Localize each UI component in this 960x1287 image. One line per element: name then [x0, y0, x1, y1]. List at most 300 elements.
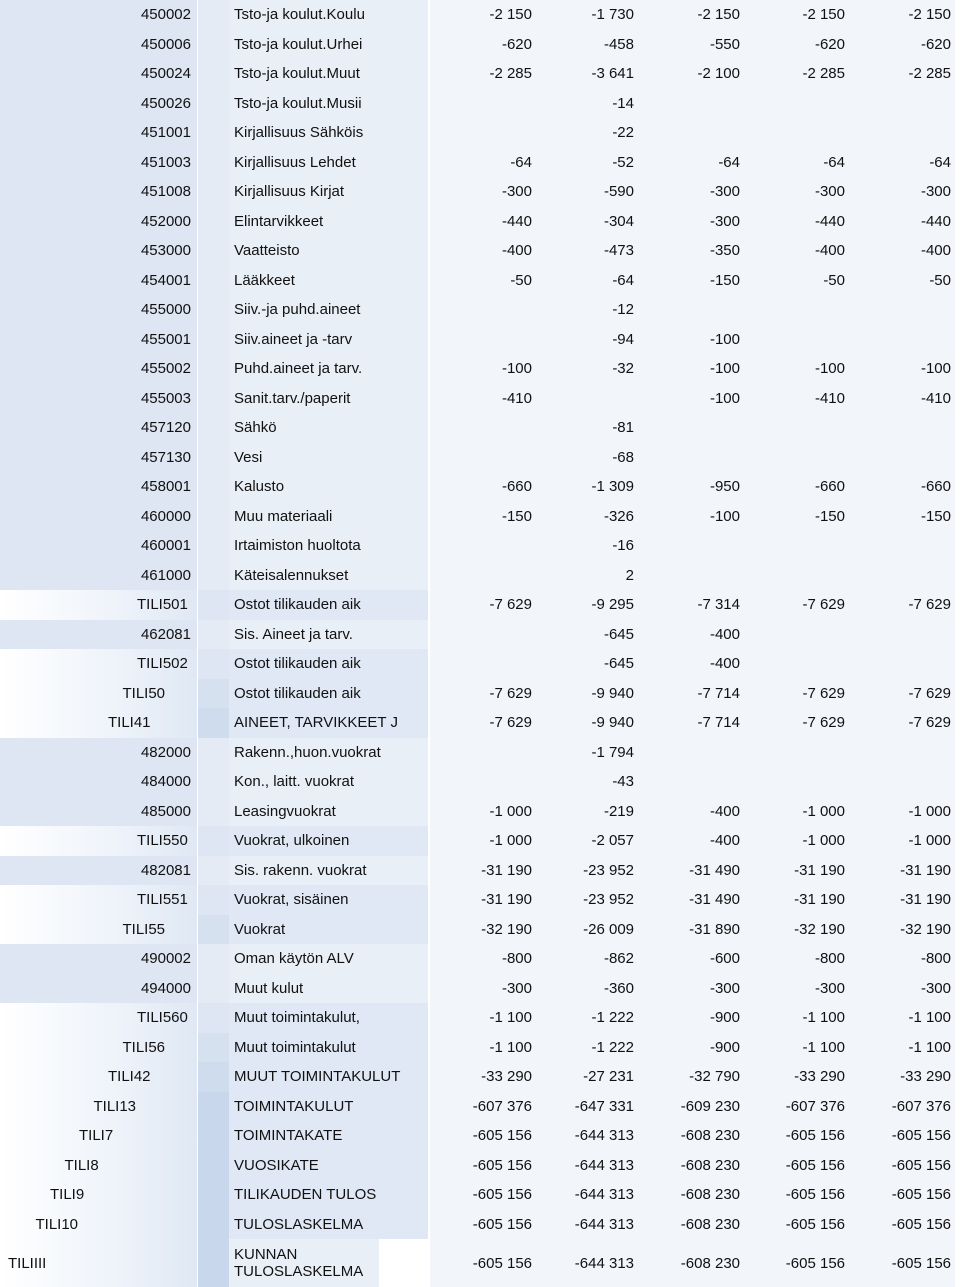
value-col-3: -608 230 — [638, 1210, 744, 1240]
table-row — [0, 384, 960, 414]
value-col-2: -22 — [536, 118, 638, 148]
value-col-3: -31 490 — [638, 856, 744, 886]
row-gutter — [198, 177, 229, 207]
table-row — [0, 413, 960, 443]
value-col-4: -440 — [744, 207, 849, 237]
account-name: TILIKAUDEN TULOS — [229, 1180, 428, 1210]
account-code: 455000 — [0, 295, 198, 325]
value-col-2: -1 222 — [536, 1003, 638, 1033]
value-col-2: -644 313 — [536, 1121, 638, 1151]
table-row — [0, 1151, 960, 1181]
value-col-5 — [849, 620, 955, 650]
row-gutter — [198, 1210, 229, 1240]
value-col-1: -605 156 — [430, 1210, 536, 1240]
table-row — [0, 1210, 960, 1240]
table-row — [0, 236, 960, 266]
table-row — [0, 915, 960, 945]
account-name: Irtaimiston huoltota — [229, 531, 428, 561]
row-gutter — [198, 797, 229, 827]
table-row — [0, 59, 960, 89]
value-col-1 — [430, 89, 536, 119]
value-col-3 — [638, 413, 744, 443]
account-code: 457130 — [0, 443, 198, 473]
account-name: Kalusto — [229, 472, 428, 502]
value-col-1: -660 — [430, 472, 536, 502]
value-col-5: -7 629 — [849, 590, 955, 620]
account-name: Kon., laitt. vuokrat — [229, 767, 428, 797]
value-col-5: -605 156 — [849, 1239, 955, 1287]
account-code: 484000 — [0, 767, 198, 797]
value-col-1 — [430, 443, 536, 473]
table-row — [0, 974, 960, 1004]
value-col-3 — [638, 295, 744, 325]
account-name: Tsto-ja koulut.Musii — [229, 89, 428, 119]
table-row — [0, 1062, 960, 1092]
value-col-1: -1 000 — [430, 797, 536, 827]
value-col-2: -43 — [536, 767, 638, 797]
row-gutter — [198, 0, 229, 30]
value-col-5: -1 000 — [849, 797, 955, 827]
row-gutter — [198, 856, 229, 886]
value-col-2: -644 313 — [536, 1239, 638, 1287]
value-col-2: -9 940 — [536, 708, 638, 738]
value-col-5: -32 190 — [849, 915, 955, 945]
value-col-5 — [849, 89, 955, 119]
table-row — [0, 649, 960, 679]
value-col-5: -150 — [849, 502, 955, 532]
value-col-1: -64 — [430, 148, 536, 178]
value-col-4 — [744, 561, 849, 591]
value-col-4: -605 156 — [744, 1121, 849, 1151]
value-col-2: -644 313 — [536, 1151, 638, 1181]
table-row — [0, 590, 960, 620]
account-code: TILIIII — [0, 1239, 198, 1287]
table-row — [0, 30, 960, 60]
account-code: TILI8 — [0, 1151, 198, 1181]
account-name: Vaatteisto — [229, 236, 428, 266]
account-code: TILI41 — [0, 708, 198, 738]
value-col-5 — [849, 531, 955, 561]
value-col-4: -33 290 — [744, 1062, 849, 1092]
value-col-5: -100 — [849, 354, 955, 384]
value-col-5: -400 — [849, 236, 955, 266]
row-gutter — [198, 531, 229, 561]
account-code: 457120 — [0, 413, 198, 443]
value-col-1: -50 — [430, 266, 536, 296]
value-col-1: -605 156 — [430, 1121, 536, 1151]
value-col-5 — [849, 443, 955, 473]
value-col-3: -609 230 — [638, 1092, 744, 1122]
account-name: Leasingvuokrat — [229, 797, 428, 827]
value-col-1: -32 190 — [430, 915, 536, 945]
account-name: Kirjallisuus Sähköis — [229, 118, 428, 148]
value-col-3: -550 — [638, 30, 744, 60]
value-col-1: -7 629 — [430, 708, 536, 738]
value-col-2: -52 — [536, 148, 638, 178]
value-col-2: -473 — [536, 236, 638, 266]
value-col-1: -31 190 — [430, 885, 536, 915]
account-name: Sähkö — [229, 413, 428, 443]
value-col-3: -400 — [638, 649, 744, 679]
value-col-1: -300 — [430, 177, 536, 207]
value-col-1: -150 — [430, 502, 536, 532]
value-col-5: -31 190 — [849, 885, 955, 915]
account-name: MUUT TOIMINTAKULUT — [229, 1062, 428, 1092]
table-row — [0, 856, 960, 886]
value-col-4 — [744, 767, 849, 797]
account-name: Muu materiaali — [229, 502, 428, 532]
row-gutter — [198, 561, 229, 591]
value-col-5: -300 — [849, 974, 955, 1004]
table-row — [0, 354, 960, 384]
table-row — [0, 118, 960, 148]
value-col-3: -400 — [638, 797, 744, 827]
row-gutter — [198, 1121, 229, 1151]
value-col-5: -64 — [849, 148, 955, 178]
row-gutter — [198, 502, 229, 532]
value-col-3: -7 714 — [638, 679, 744, 709]
account-code: 461000 — [0, 561, 198, 591]
value-col-2: -644 313 — [536, 1180, 638, 1210]
value-col-5: -50 — [849, 266, 955, 296]
row-gutter — [198, 148, 229, 178]
value-col-3: -150 — [638, 266, 744, 296]
row-gutter — [198, 1092, 229, 1122]
value-col-4: -32 190 — [744, 915, 849, 945]
account-code: TILI55 — [0, 915, 198, 945]
value-col-3: -600 — [638, 944, 744, 974]
value-col-2: -326 — [536, 502, 638, 532]
value-col-3: -7 314 — [638, 590, 744, 620]
value-col-2: -1 730 — [536, 0, 638, 30]
account-name: Muut kulut — [229, 974, 428, 1004]
value-col-2: -3 641 — [536, 59, 638, 89]
value-col-5 — [849, 738, 955, 768]
account-name: Tsto-ja koulut.Koulu — [229, 0, 428, 30]
value-col-4 — [744, 649, 849, 679]
value-col-3: -608 230 — [638, 1151, 744, 1181]
value-col-2: -64 — [536, 266, 638, 296]
value-col-4: -605 156 — [744, 1180, 849, 1210]
value-col-3: -608 230 — [638, 1239, 744, 1287]
value-col-1: -605 156 — [430, 1180, 536, 1210]
row-gutter — [198, 236, 229, 266]
table-row — [0, 1180, 960, 1210]
value-col-5: -800 — [849, 944, 955, 974]
value-col-2 — [536, 384, 638, 414]
value-col-5: -605 156 — [849, 1210, 955, 1240]
row-gutter — [198, 649, 229, 679]
account-code: TILI551 — [0, 885, 198, 915]
value-col-3 — [638, 443, 744, 473]
value-col-2: -360 — [536, 974, 638, 1004]
table-row — [0, 826, 960, 856]
value-col-4 — [744, 443, 849, 473]
value-col-3 — [638, 561, 744, 591]
account-name: Rakenn.,huon.vuokrat — [229, 738, 428, 768]
account-name: Muut toimintakulut — [229, 1033, 428, 1063]
value-col-1: -400 — [430, 236, 536, 266]
table-row — [0, 266, 960, 296]
row-gutter — [198, 944, 229, 974]
account-code: TILI56 — [0, 1033, 198, 1063]
value-col-3: -350 — [638, 236, 744, 266]
value-col-3 — [638, 767, 744, 797]
value-col-1: -605 156 — [430, 1239, 536, 1287]
table-row — [0, 89, 960, 119]
value-col-2: -1 222 — [536, 1033, 638, 1063]
value-col-3: -400 — [638, 826, 744, 856]
row-gutter — [198, 443, 229, 473]
table-row — [0, 472, 960, 502]
value-col-5: -1 100 — [849, 1033, 955, 1063]
row-gutter — [198, 1033, 229, 1063]
account-code: TILI10 — [0, 1210, 198, 1240]
value-col-4: -100 — [744, 354, 849, 384]
account-code: 460000 — [0, 502, 198, 532]
account-name: TOIMINTAKATE — [229, 1121, 428, 1151]
table-row — [0, 531, 960, 561]
value-col-5: -33 290 — [849, 1062, 955, 1092]
account-code: 453000 — [0, 236, 198, 266]
row-gutter — [198, 118, 229, 148]
value-col-3: -400 — [638, 620, 744, 650]
value-col-2: -12 — [536, 295, 638, 325]
account-code: 451003 — [0, 148, 198, 178]
value-col-4: -31 190 — [744, 856, 849, 886]
account-name: Ostot tilikauden aik — [229, 590, 428, 620]
table-row — [0, 207, 960, 237]
value-col-5: -605 156 — [849, 1180, 955, 1210]
value-col-2: -14 — [536, 89, 638, 119]
value-col-4: -1 100 — [744, 1033, 849, 1063]
value-col-2: -9 940 — [536, 679, 638, 709]
value-col-4: -300 — [744, 974, 849, 1004]
account-code: 450002 — [0, 0, 198, 30]
value-col-5: -410 — [849, 384, 955, 414]
value-col-3: -64 — [638, 148, 744, 178]
account-name: AINEET, TARVIKKEET J — [229, 708, 428, 738]
account-code: 494000 — [0, 974, 198, 1004]
account-name: Kirjallisuus Kirjat — [229, 177, 428, 207]
table-row — [0, 797, 960, 827]
value-col-1: -800 — [430, 944, 536, 974]
account-name: Siiv.aineet ja -tarv — [229, 325, 428, 355]
value-col-3 — [638, 738, 744, 768]
table-row — [0, 1121, 960, 1151]
value-col-4: -64 — [744, 148, 849, 178]
account-name: Sis. Aineet ja tarv. — [229, 620, 428, 650]
value-col-3: -31 490 — [638, 885, 744, 915]
table-row — [0, 177, 960, 207]
value-col-3: -2 100 — [638, 59, 744, 89]
account-code: 485000 — [0, 797, 198, 827]
row-gutter — [198, 1151, 229, 1181]
value-col-4: -7 629 — [744, 679, 849, 709]
account-name: Tsto-ja koulut.Muut — [229, 59, 428, 89]
value-col-1: -410 — [430, 384, 536, 414]
value-col-5: -607 376 — [849, 1092, 955, 1122]
value-col-2: -81 — [536, 413, 638, 443]
value-col-4 — [744, 89, 849, 119]
account-code: 450026 — [0, 89, 198, 119]
value-col-1 — [430, 561, 536, 591]
value-col-1: -2 285 — [430, 59, 536, 89]
value-col-1: -620 — [430, 30, 536, 60]
value-col-3: -300 — [638, 207, 744, 237]
account-name: Käteisalennukset — [229, 561, 428, 591]
row-gutter — [198, 266, 229, 296]
account-name: Vuokrat — [229, 915, 428, 945]
value-col-1: -31 190 — [430, 856, 536, 886]
row-gutter — [198, 1180, 229, 1210]
account-code: TILI501 — [0, 590, 198, 620]
value-col-3: -100 — [638, 354, 744, 384]
value-col-4: -31 190 — [744, 885, 849, 915]
value-col-2: -2 057 — [536, 826, 638, 856]
value-col-2: -304 — [536, 207, 638, 237]
value-col-4: -7 629 — [744, 708, 849, 738]
value-col-2: -27 231 — [536, 1062, 638, 1092]
row-gutter — [198, 384, 229, 414]
value-col-5 — [849, 767, 955, 797]
row-gutter — [198, 325, 229, 355]
row-gutter — [198, 354, 229, 384]
value-col-2: -26 009 — [536, 915, 638, 945]
table-row — [0, 944, 960, 974]
value-col-5: -7 629 — [849, 679, 955, 709]
table-row — [0, 561, 960, 591]
account-code: TILI13 — [0, 1092, 198, 1122]
account-code: 458001 — [0, 472, 198, 502]
value-col-4 — [744, 531, 849, 561]
account-name: Tsto-ja koulut.Urhei — [229, 30, 428, 60]
account-name: Sis. rakenn. vuokrat — [229, 856, 428, 886]
value-col-1 — [430, 295, 536, 325]
value-col-2: -647 331 — [536, 1092, 638, 1122]
value-col-2: -644 313 — [536, 1210, 638, 1240]
row-gutter — [198, 30, 229, 60]
value-col-5: -440 — [849, 207, 955, 237]
account-code: 482000 — [0, 738, 198, 768]
account-code: 451008 — [0, 177, 198, 207]
account-name: Vesi — [229, 443, 428, 473]
value-col-1: -2 150 — [430, 0, 536, 30]
value-col-1 — [430, 413, 536, 443]
account-code: 455001 — [0, 325, 198, 355]
account-name: Vuokrat, ulkoinen — [229, 826, 428, 856]
value-col-1 — [430, 767, 536, 797]
table-row — [0, 1033, 960, 1063]
account-code: 451001 — [0, 118, 198, 148]
value-col-5: -620 — [849, 30, 955, 60]
table-row — [0, 148, 960, 178]
value-col-1 — [430, 118, 536, 148]
table-row — [0, 325, 960, 355]
row-gutter — [198, 1003, 229, 1033]
value-col-3: -31 890 — [638, 915, 744, 945]
row-gutter — [198, 708, 229, 738]
value-col-3 — [638, 531, 744, 561]
account-name: VUOSIKATE — [229, 1151, 428, 1181]
value-col-5 — [849, 295, 955, 325]
account-name: KUNNAN TULOSLASKELMA — [229, 1239, 379, 1287]
table-row — [0, 738, 960, 768]
value-col-4: -605 156 — [744, 1239, 849, 1287]
table-row — [0, 708, 960, 738]
value-col-3: -300 — [638, 974, 744, 1004]
value-col-5: -300 — [849, 177, 955, 207]
value-col-2: -458 — [536, 30, 638, 60]
value-col-4: -660 — [744, 472, 849, 502]
value-col-1 — [430, 649, 536, 679]
account-code: 455002 — [0, 354, 198, 384]
row-gutter — [198, 413, 229, 443]
account-name: Puhd.aineet ja tarv. — [229, 354, 428, 384]
value-col-2: -862 — [536, 944, 638, 974]
value-col-5: -660 — [849, 472, 955, 502]
account-name: Ostot tilikauden aik — [229, 649, 428, 679]
value-col-1: -440 — [430, 207, 536, 237]
account-name: Oman käytön ALV — [229, 944, 428, 974]
value-col-1: -1 000 — [430, 826, 536, 856]
table-row — [0, 885, 960, 915]
value-col-3: -608 230 — [638, 1180, 744, 1210]
row-gutter — [198, 590, 229, 620]
value-col-5 — [849, 118, 955, 148]
value-col-5: -1 000 — [849, 826, 955, 856]
value-col-1 — [430, 325, 536, 355]
value-col-1: -7 629 — [430, 679, 536, 709]
value-col-4: -1 000 — [744, 797, 849, 827]
value-col-5: -31 190 — [849, 856, 955, 886]
value-col-1 — [430, 738, 536, 768]
row-gutter — [198, 59, 229, 89]
row-gutter — [198, 1062, 229, 1092]
account-name: Lääkkeet — [229, 266, 428, 296]
account-code: TILI7 — [0, 1121, 198, 1151]
account-code: 454001 — [0, 266, 198, 296]
account-name: Sanit.tarv./paperit — [229, 384, 428, 414]
value-col-2: -23 952 — [536, 856, 638, 886]
value-col-3: -100 — [638, 502, 744, 532]
table-row — [0, 502, 960, 532]
table-row — [0, 295, 960, 325]
value-col-2: -219 — [536, 797, 638, 827]
account-code: 452000 — [0, 207, 198, 237]
value-col-4: -800 — [744, 944, 849, 974]
row-gutter — [198, 207, 229, 237]
value-col-2: -9 295 — [536, 590, 638, 620]
value-col-2: -645 — [536, 649, 638, 679]
account-code: TILI560 — [0, 1003, 198, 1033]
account-code: 462081 — [0, 620, 198, 650]
value-col-2: -645 — [536, 620, 638, 650]
value-col-4: -7 629 — [744, 590, 849, 620]
value-col-1 — [430, 620, 536, 650]
value-col-4: -50 — [744, 266, 849, 296]
table-row — [0, 443, 960, 473]
table-row — [0, 1003, 960, 1033]
value-col-3: -608 230 — [638, 1121, 744, 1151]
value-col-4 — [744, 118, 849, 148]
table-row — [0, 620, 960, 650]
value-col-1: -607 376 — [430, 1092, 536, 1122]
value-col-2: -16 — [536, 531, 638, 561]
value-col-3 — [638, 118, 744, 148]
account-code: 460001 — [0, 531, 198, 561]
account-name: Ostot tilikauden aik — [229, 679, 428, 709]
